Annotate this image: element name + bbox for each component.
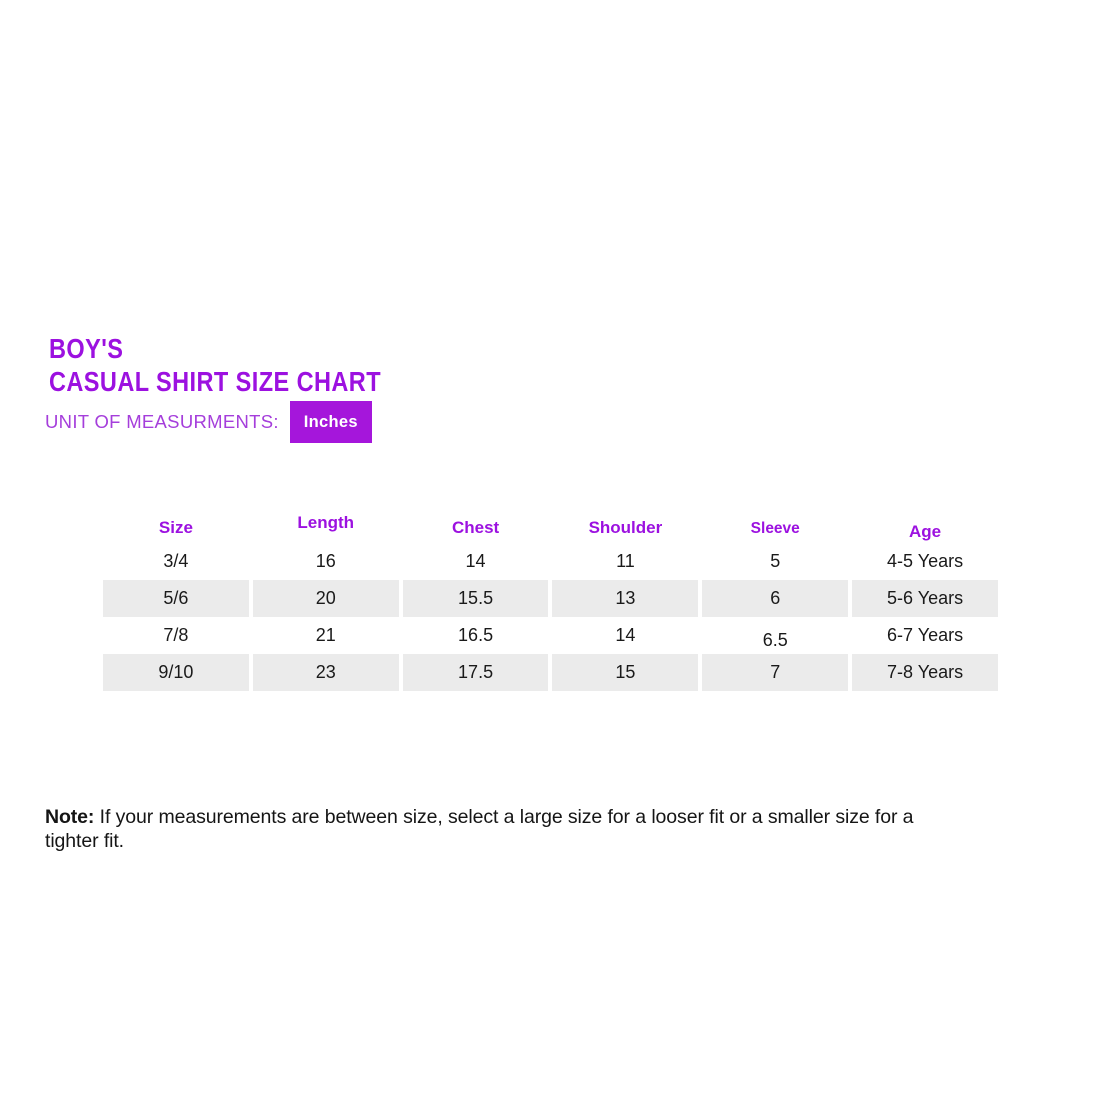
cell-shoulder: 13	[552, 580, 698, 617]
page-title	[49, 332, 381, 398]
unit-of-measurement-row	[45, 400, 372, 444]
cell-size: 3/4	[163, 551, 189, 571]
cell-shoulder: 15	[552, 654, 698, 691]
cell-size: 9/10	[103, 654, 249, 691]
column-header-shoulder: Shoulder	[588, 518, 663, 537]
cell-age: 7-8 Years	[852, 654, 998, 691]
cell-shoulder: 14	[615, 625, 636, 645]
note-label: Note:	[45, 806, 95, 828]
cell-sleeve: 7	[702, 654, 848, 691]
size-chart-table	[103, 513, 998, 691]
table-row	[103, 543, 998, 580]
cell-sleeve: 6	[702, 580, 848, 617]
cell-size: 7/8	[163, 625, 189, 645]
cell-chest: 14	[465, 551, 486, 571]
cell-size: 5/6	[103, 580, 249, 617]
column-header-chest: Chest	[451, 518, 500, 537]
table-row	[103, 654, 998, 691]
column-header-size: Size	[158, 518, 193, 537]
cell-shoulder: 11	[616, 551, 635, 571]
title-line-2: CASUAL SHIRT SIZE CHART	[49, 366, 381, 397]
title-line-1: BOY'S	[49, 333, 124, 364]
cell-age: 6-7 Years	[887, 625, 964, 645]
cell-age: 5-6 Years	[852, 580, 998, 617]
cell-length: 21	[315, 625, 336, 645]
column-header-age: Age	[909, 522, 942, 541]
note-text: If your measurements are between size, select a large size for a looser fit or a smaller size for a tighter fit.	[45, 806, 914, 852]
cell-chest: 16.5	[458, 625, 494, 645]
inches-unit-button[interactable]: Inches	[290, 401, 372, 443]
cell-sleeve: 6.5	[762, 630, 788, 650]
cell-chest: 17.5	[403, 654, 549, 691]
cell-length: 23	[253, 654, 399, 691]
cell-sleeve: 5	[770, 551, 781, 571]
cell-length: 16	[315, 551, 336, 571]
cell-chest: 15.5	[403, 580, 549, 617]
cell-age: 4-5 Years	[887, 551, 964, 571]
table-header-row	[103, 513, 998, 543]
cell-length: 20	[253, 580, 399, 617]
column-header-length: Length	[297, 513, 355, 532]
fit-note	[45, 806, 950, 853]
column-header-sleeve: Sleeve	[750, 520, 800, 537]
unit-label: UNIT OF MEASURMENTS:	[45, 411, 279, 432]
table-row	[103, 580, 998, 617]
table-row	[103, 617, 998, 654]
